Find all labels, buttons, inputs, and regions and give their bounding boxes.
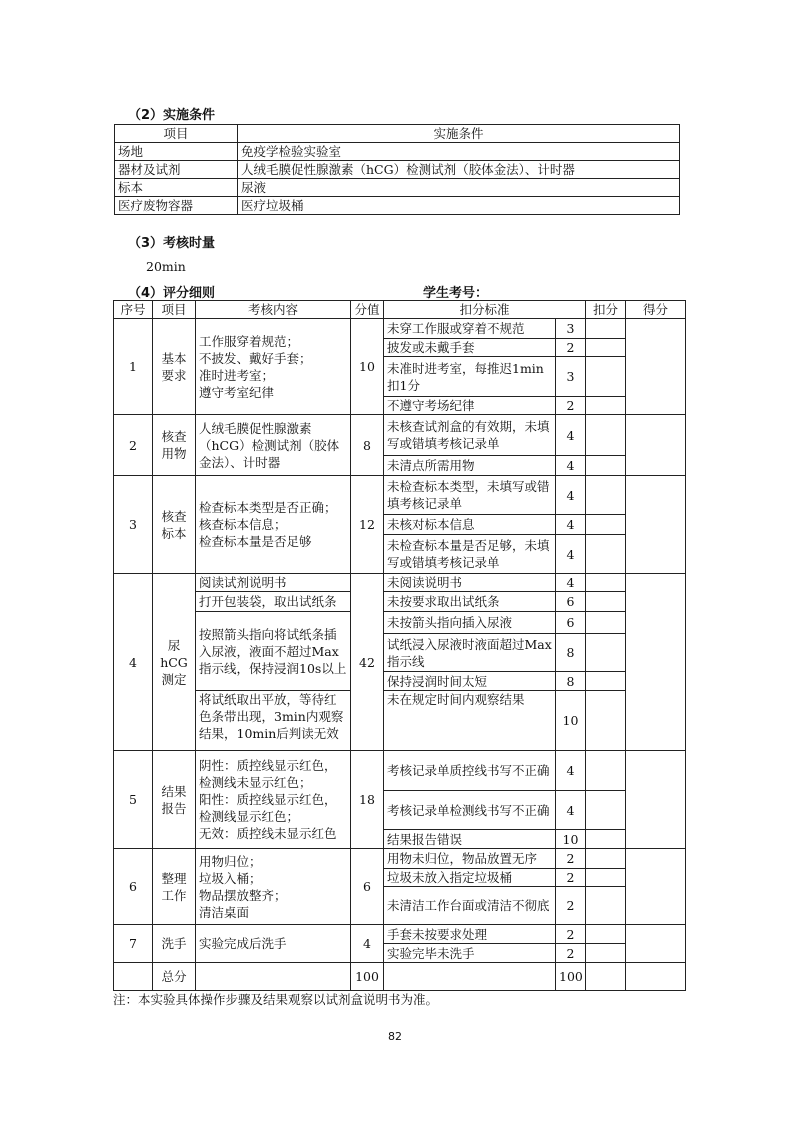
item-number: 6 [114,849,153,925]
deduction-criterion: 未准时进考室，每推迟1min扣1分 [384,357,556,397]
item-name: 洗手 [153,925,196,963]
table-row [114,849,686,869]
conditions-table [114,124,680,215]
page-number: 82 [388,1030,402,1043]
deduction-criterion: 考核记录单检测线书写不正确 [384,791,556,830]
deduction-points: 4 [556,456,586,476]
deduction-criterion: 手套未按要求处理 [384,925,556,944]
score-value: 4 [351,925,384,963]
deduction-criterion: 未核对标本信息 [384,515,556,535]
deduction-points: 4 [556,476,586,515]
deducted-score-cell[interactable] [586,574,626,592]
assessment-content: 打开包装袋，取出试纸条 [196,592,351,612]
obtained-score-cell[interactable] [626,574,686,751]
deduction-points: 4 [556,415,586,456]
deduction-criterion: 未穿工作服或穿着不规范 [384,319,556,339]
deduction-criterion: 未清点所需用物 [384,456,556,476]
table-row [114,319,686,339]
deduction-criterion: 未在规定时间内观察结果 [384,691,556,751]
obtained-score-cell[interactable] [626,319,686,415]
deduction-points: 6 [556,592,586,612]
deducted-score-cell[interactable] [586,415,626,456]
obtained-score-cell[interactable] [626,476,686,574]
deducted-score-cell[interactable] [586,612,626,634]
deduction-criterion: 未按箭头指向插入尿液 [384,612,556,634]
table-row [114,476,686,515]
table-row [114,925,686,944]
deduction-points: 2 [556,397,586,415]
student-id-label: 学生考号： [423,286,489,301]
deducted-score-cell[interactable] [586,887,626,925]
header-cell: 扣分 [586,301,626,319]
deduction-points: 2 [556,944,586,963]
table-row [114,612,686,634]
assessment-content: 实验完成后洗手 [196,925,351,963]
obtained-score-cell[interactable] [626,849,686,925]
table-header-row [114,301,686,319]
header-cell: 考核内容 [196,301,351,319]
deduction-points: 4 [556,515,586,535]
deducted-score-cell[interactable] [586,319,626,339]
deduction-criterion: 未清洁工作台面或清洁不彻底 [384,887,556,925]
cell: 医疗废物容器 [115,197,238,215]
deduction-points: 3 [556,319,586,339]
deduction-criterion: 披发或未戴手套 [384,339,556,357]
total-row [114,963,686,991]
total-label: 总分 [153,963,196,991]
deducted-score-cell[interactable] [586,397,626,415]
item-number: 3 [114,476,153,574]
deducted-score-cell[interactable] [586,849,626,869]
section-heading-time: （3）考核时量 [128,236,216,251]
item-number: 5 [114,751,153,849]
deducted-score-cell[interactable] [586,791,626,830]
cell: 医疗垃圾桶 [238,197,680,215]
cell: 人绒毛膜促性腺激素（hCG）检测试剂（胶体金法）、计时器 [238,161,680,179]
score-value: 10 [351,319,384,415]
deducted-score-cell[interactable] [586,634,626,672]
total-deducted-cell[interactable] [586,963,626,991]
score-value: 6 [351,849,384,925]
assessment-content: 工作服穿着规范； 不披发、戴好手套； 准时进考室； 遵守考室纪律 [196,319,351,415]
total-score: 100 [351,963,384,991]
table-row [115,197,680,215]
item-name: 尿hCG测定 [153,574,196,751]
obtained-score-cell[interactable] [626,415,686,476]
total-blank [196,963,351,991]
deducted-score-cell[interactable] [586,830,626,849]
deduction-criterion: 考核记录单质控线书写不正确 [384,751,556,791]
deduction-criterion: 不遵守考场纪律 [384,397,556,415]
deduction-criterion: 结果报告错误 [384,830,556,849]
item-number: 2 [114,415,153,476]
footnote: 注：本实验具体操作步骤及结果观察以试剂盒说明书为准。 [113,992,439,1007]
total-blank [384,963,556,991]
deduction-points: 2 [556,887,586,925]
header-cell: 分值 [351,301,384,319]
deduction-criterion: 未检查标本类型，未填写或错填考核记录单 [384,476,556,515]
score-value: 42 [351,574,384,751]
deduction-points: 10 [556,830,586,849]
item-name: 基本要求 [153,319,196,415]
assessment-content: 阴性：质控线显示红色，检测线未显示红色； 阳性：质控线显示红色，检测线显示红色； 无效：质控线未显示红色 [196,751,351,849]
item-name: 核查标本 [153,476,196,574]
total-obtained-cell[interactable] [626,963,686,991]
deducted-score-cell[interactable] [586,691,626,751]
table-row [114,574,686,592]
assessment-content: 检查标本类型是否正确； 核查标本信息； 检查标本量是否足够 [196,476,351,574]
deduction-criterion: 未检查标本量是否足够，未填写或错填考核记录单 [384,535,556,574]
score-value: 8 [351,415,384,476]
deduction-criterion: 未按要求取出试纸条 [384,592,556,612]
deduction-points: 8 [556,672,586,691]
deducted-score-cell[interactable] [586,672,626,691]
deduction-points: 2 [556,869,586,887]
cell: 尿液 [238,179,680,197]
deducted-score-cell[interactable] [586,944,626,963]
deduction-points: 4 [556,791,586,830]
deduction-points: 3 [556,357,586,397]
score-value: 18 [351,751,384,849]
deduction-points: 8 [556,634,586,672]
scoring-table [113,300,686,991]
assessment-content: 用物归位； 垃圾入桶； 物品摆放整齐； 清洁桌面 [196,849,351,925]
deduction-criterion: 垃圾未放入指定垃圾桶 [384,869,556,887]
deduction-points: 4 [556,751,586,791]
header-cell: 序号 [114,301,153,319]
deducted-score-cell[interactable] [586,869,626,887]
deduction-criterion: 保持浸润时间太短 [384,672,556,691]
total-criteria: 100 [556,963,586,991]
assessment-content: 阅读试剂说明书 [196,574,351,592]
deduction-criterion: 未阅读说明书 [384,574,556,592]
deduction-points: 6 [556,612,586,634]
header-cell: 实施条件 [238,125,680,143]
deduction-criterion: 实验完毕未洗手 [384,944,556,963]
cell: 场地 [115,143,238,161]
header-cell: 得分 [626,301,686,319]
assessment-content: 人绒毛膜促性腺激素（hCG）检测试剂（胶体金法）、计时器 [196,415,351,476]
deducted-score-cell[interactable] [586,515,626,535]
deducted-score-cell[interactable] [586,357,626,397]
deducted-score-cell[interactable] [586,751,626,791]
deduction-criterion: 试纸浸入尿液时液面超过Max指示线 [384,634,556,672]
deduction-criterion: 用物未归位，物品放置无序 [384,849,556,869]
deduction-points: 2 [556,339,586,357]
deducted-score-cell[interactable] [586,476,626,515]
exam-time-value: 20min [146,259,186,274]
cell: 免疫学检验实验室 [238,143,680,161]
deduction-points: 2 [556,925,586,944]
item-name: 核查用物 [153,415,196,476]
table-row [114,751,686,791]
table-row [115,161,680,179]
obtained-score-cell[interactable] [626,925,686,963]
deducted-score-cell[interactable] [586,592,626,612]
table-row [114,415,686,456]
table-row [114,592,686,612]
section-heading-conditions: （2）实施条件 [128,108,216,123]
deducted-score-cell[interactable] [586,456,626,476]
obtained-score-cell[interactable] [626,751,686,849]
item-name: 整理工作 [153,849,196,925]
item-number: 4 [114,574,153,751]
deduction-points: 2 [556,849,586,869]
score-value: 12 [351,476,384,574]
assessment-content: 将试纸取出平放，等待红色条带出现，3min内观察结果，10min后判读无效 [196,691,351,751]
deduction-criterion: 未核查试剂盒的有效期，未填写或错填考核记录单 [384,415,556,456]
table-row [114,691,686,751]
table-row [115,143,680,161]
header-cell: 项目 [115,125,238,143]
header-cell: 扣分标准 [384,301,586,319]
deducted-score-cell[interactable] [586,339,626,357]
table-header-row [115,125,680,143]
assessment-content: 按照箭头指向将试纸条插入尿液，液面不超过Max指示线，保持浸润10s以上 [196,612,351,691]
section-heading-scoring: （4）评分细则 [128,286,216,301]
deducted-score-cell[interactable] [586,925,626,944]
header-cell: 项目 [153,301,196,319]
total-blank [114,963,153,991]
item-number: 1 [114,319,153,415]
cell: 器材及试剂 [115,161,238,179]
deduction-points: 4 [556,535,586,574]
item-name: 结果报告 [153,751,196,849]
deducted-score-cell[interactable] [586,535,626,574]
table-row [115,179,680,197]
cell: 标本 [115,179,238,197]
item-number: 7 [114,925,153,963]
deduction-points: 4 [556,574,586,592]
deduction-points: 10 [556,691,586,751]
